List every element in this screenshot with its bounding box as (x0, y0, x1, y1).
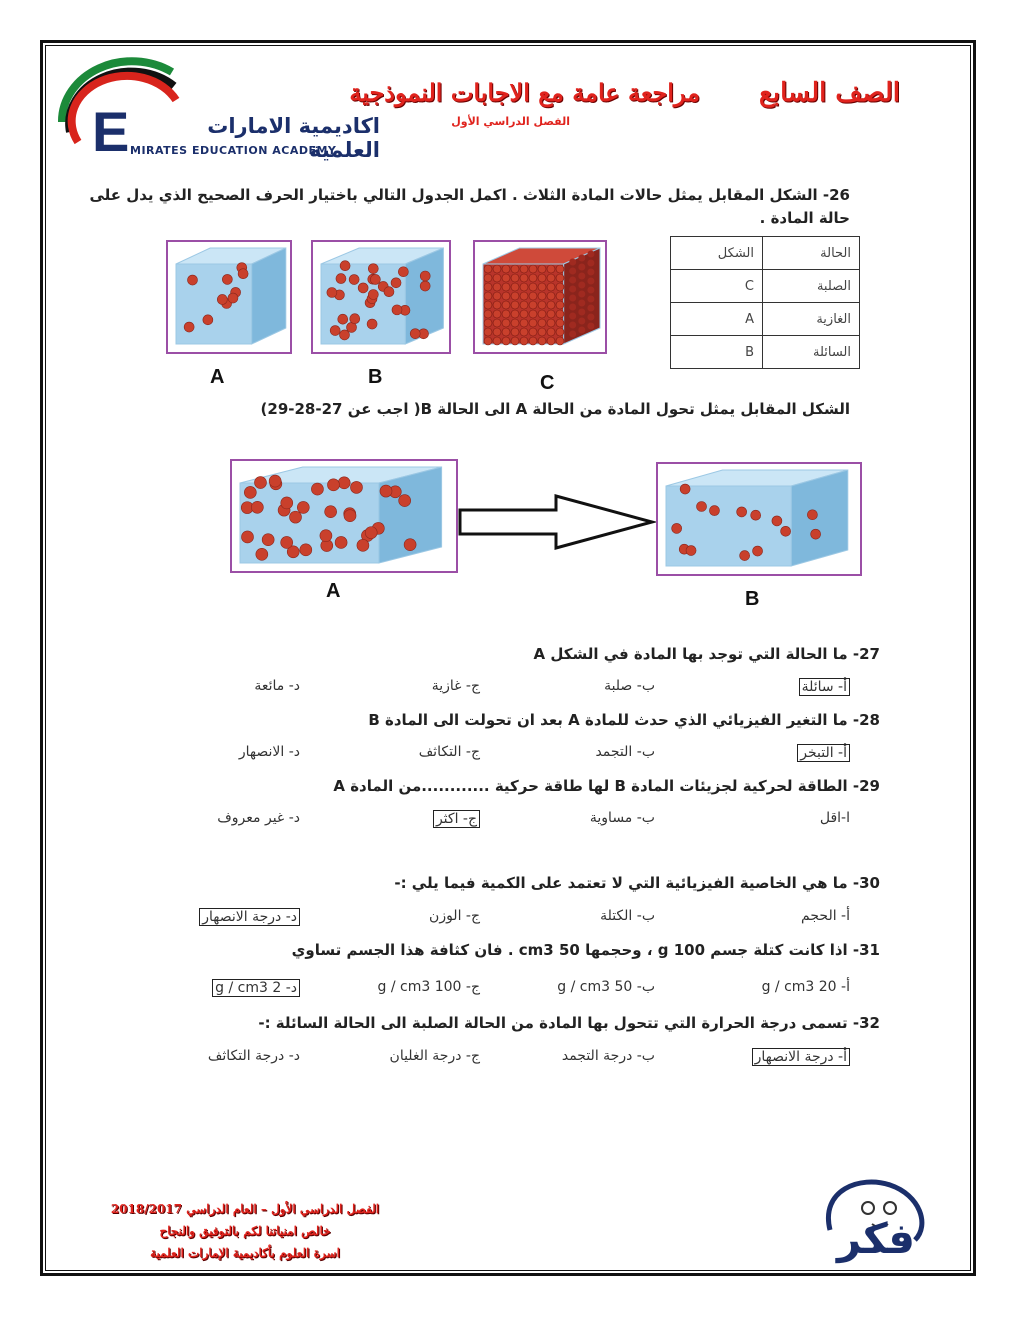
figure-label-c: C (540, 372, 555, 394)
figure-solid-cube (473, 240, 607, 354)
answer-option-label: ب- التجمد (595, 744, 655, 760)
answer-option-label: د- 2 g / cm3 (212, 979, 300, 997)
answer-option[interactable] (390, 1048, 480, 1064)
answer-option-label: ج- التكاثف (418, 744, 480, 760)
table-row (671, 336, 860, 369)
logo-english-name: MIRATES EDUCATION ACADEMY (130, 144, 337, 157)
answer-option-label: أ- التبخر (797, 744, 850, 762)
answer-option[interactable] (604, 678, 655, 694)
answer-option-label: د- غير معروف (217, 810, 300, 826)
table-row (671, 270, 860, 303)
footer-line-3: اسرة العلوم بأكاديمية الإمارات العلمية (150, 1246, 340, 1260)
semester-label: الفصل الدراسي الأول (451, 115, 570, 128)
answer-option-label: ج- اكثر (433, 810, 480, 828)
logo-arabic-name: اكاديمية الامارات العلمية (207, 114, 380, 162)
table-cell: الغازية (763, 303, 860, 336)
question-text: 31- اذا كانت كتلة جسم g 100 ، وحجمها cm3 50 . فان كثافة هذا الجسم تساوي (291, 941, 880, 959)
gas-cube-icon (658, 464, 860, 574)
transition-cube-b (656, 462, 862, 576)
gas-cube-icon (168, 242, 290, 352)
transition-cube-a (230, 459, 458, 573)
answer-option[interactable] (590, 810, 655, 826)
question-text: 30- ما هي الخاصية الفيزيائية التي لا تعتمد على الكمية فيما يلي :- (394, 874, 880, 892)
answer-option-selected[interactable] (199, 908, 300, 926)
academy-logo (52, 52, 382, 162)
logo-letter: E (92, 100, 130, 163)
answer-option-label: د- درجة التكاثف (207, 1048, 300, 1064)
answer-option-selected[interactable] (797, 744, 850, 762)
footer-line-2: خالص امنياتنا لكم بالتوفيق والنجاح (159, 1224, 331, 1238)
answer-option[interactable] (378, 979, 480, 995)
answer-option-selected[interactable] (212, 979, 300, 997)
answer-option-label: ب- 50 g / cm3 (557, 979, 655, 995)
answer-option[interactable] (820, 810, 850, 826)
answer-option[interactable] (239, 744, 300, 760)
figure-label-b: B (368, 366, 383, 388)
liquid-cube-icon (313, 242, 449, 352)
transition-arrow-icon (458, 492, 658, 552)
figure-liquid-cube (311, 240, 451, 354)
answer-option-selected[interactable] (752, 1048, 850, 1066)
table-cell: السائلة (763, 336, 860, 369)
answer-option-label: ا-اقل (819, 810, 850, 826)
q26-text-line2: حالة المادة . (759, 209, 850, 227)
answer-option-label: أ- درجة الانصهار (752, 1048, 850, 1066)
question-text: 27- ما الحالة التي توجد بها المادة في الشكل A (533, 645, 880, 663)
table-header-cell: الشكل (671, 237, 763, 270)
answer-option-label: أ- الحجم (801, 908, 850, 924)
answer-option-label: ب- الكتلة (600, 908, 655, 924)
answer-option-label: ج- 100 g / cm3 (377, 979, 480, 995)
answer-option-selected[interactable] (799, 678, 850, 696)
fakker-logo (790, 1170, 960, 1266)
answer-option-label: ج- الوزن (429, 908, 480, 924)
table-row (671, 303, 860, 336)
q26-text-line1: 26- الشكل المقابل يمثل حالات المادة الثلاث . اكمل الجدول التالي باختيار الحرف الصحيح الذي يدل على (89, 186, 850, 204)
answer-option[interactable] (254, 678, 300, 694)
answer-option[interactable] (432, 678, 480, 694)
transition-text: الشكل المقابل يمثل تحول المادة من الحالة A الى الحالة B( اجب عن 27-28-29) (260, 400, 850, 418)
figure-label-a: A (210, 366, 225, 388)
table-header-row (671, 237, 860, 270)
answer-option-label: د- درجة الانصهار (199, 908, 300, 926)
answer-option[interactable] (595, 744, 655, 760)
figure-gas-cube (166, 240, 292, 354)
transition-label-a: A (326, 580, 341, 602)
answer-option[interactable] (801, 908, 850, 924)
liquid-cube-icon (232, 461, 456, 571)
footer-line-1: الفصل الدراسي الأول – العام الدراسي 2018/2017 (110, 1202, 380, 1216)
question-text: 29- الطاقة لحركية لجزيئات المادة B لها طاقة حركية ............من المادة A (333, 777, 880, 795)
answer-option[interactable] (217, 810, 300, 826)
table-header-cell: الحالة (763, 237, 860, 270)
answer-option-label: ب- صلبة (604, 678, 655, 694)
answer-option-label: ج- درجة الغليان (389, 1048, 480, 1064)
answer-option-label: د- مائعة (254, 678, 300, 694)
table-cell: الصلبة (763, 270, 860, 303)
answer-option-label: أ- سائلة (799, 678, 850, 696)
question-text: 28- ما التغير الفيزيائي الذي حدث للمادة A بعد ان تحولت الى المادة B (368, 711, 880, 729)
answer-option-label: ج- غازية (431, 678, 480, 694)
answer-option-label: د- الانصهار (238, 744, 300, 760)
page-title: مراجعة عامة مع الاجابات النموذجية (349, 78, 700, 107)
table-cell: A (671, 303, 763, 336)
table-cell: B (671, 336, 763, 369)
solid-cube-icon (475, 242, 605, 352)
grade-title: الصف السابع (759, 78, 900, 108)
answer-option[interactable] (562, 1048, 655, 1064)
answer-option[interactable] (600, 908, 655, 924)
answer-option-label: ب- مساوية (589, 810, 655, 826)
answer-option-selected[interactable] (433, 810, 480, 828)
table-cell: C (671, 270, 763, 303)
fakker-text: فكر (836, 1214, 916, 1263)
question-text: 32- تسمى درجة الحرارة التي تتحول بها المادة من الحالة الصلبة الى الحالة السائلة :- (258, 1014, 880, 1032)
transition-label-b: B (745, 588, 760, 610)
answer-option[interactable] (429, 908, 480, 924)
answer-option[interactable] (762, 979, 850, 995)
answer-option-label: أ- 20 g / cm3 (761, 979, 850, 995)
answer-option[interactable] (208, 1048, 300, 1064)
answer-option[interactable] (557, 979, 655, 995)
states-table (670, 236, 860, 369)
answer-option[interactable] (419, 744, 480, 760)
answer-option-label: ب- درجة التجمد (561, 1048, 655, 1064)
